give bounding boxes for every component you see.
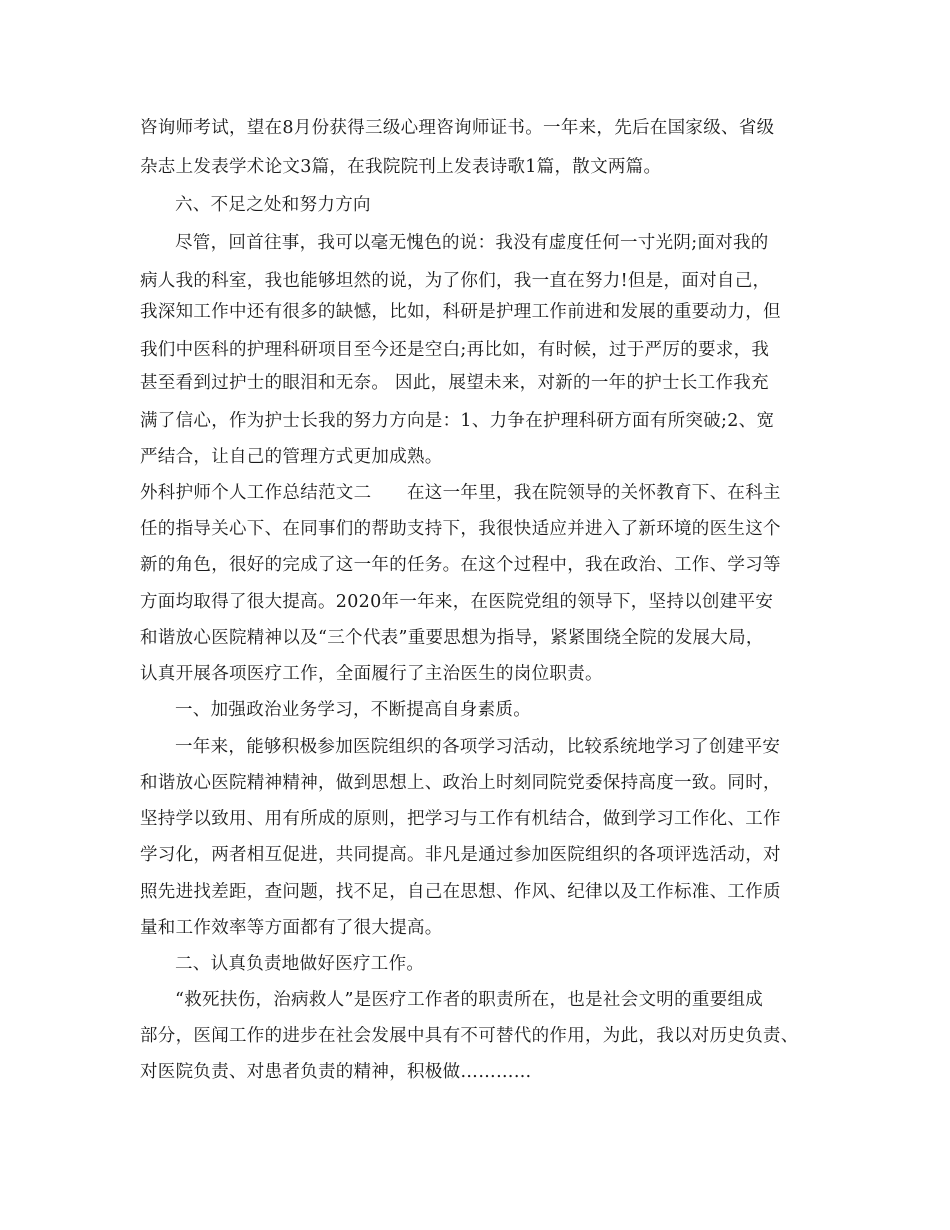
text-line: 甚至看到过护士的眼泪和无奈。 因此，展望未来，对新的一年的护士长工作我充 [140,373,769,393]
text-line: 我深知工作中还有很多的缺憾，比如，科研是护理工作前进和发展的重要动力，但 [140,302,781,322]
text-line: 坚持学以致用、用有所成的原则，把学习与工作有机结合，做到学习工作化、工作 [140,809,781,829]
text-line: 方面均取得了很大提高。2020年一年来，在医院党组的领导下，坚持以创建平安 [140,592,774,612]
text-line: 对医院负责、对患者负责的精神，积极做………… [140,1062,532,1082]
text-line: 尽管，回首往事，我可以毫无愧色的说：我没有虚度任何一寸光阴;面对我的 [175,233,769,253]
text-line: 和谐放心医院精神精神，做到思想上、政治上时刻同院党委保持高度一致。同时， [140,773,781,793]
section-heading: 二、认真负责地做好医疗工作。 [175,954,425,974]
text-line: 咨询师考试，望在8月份获得三级心理咨询师证书。一年来，先后在国家级、省级 [140,118,775,138]
text-line: 病人我的科室，我也能够坦然的说，为了你们，我一直在努力!但是，面对自己， [140,271,771,291]
text-line: 外科护师个人工作总结范文二 在这一年里，我在院领导的关怀教育下、在科主 [140,483,781,503]
text-line: 满了信心，作为护士长我的努力方向是：1、力争在护理科研方面有所突破;2、宽 [140,411,775,431]
section-heading: 六、不足之处和努力方向 [175,195,371,215]
text-line: 部分，医闻工作的进步在社会发展中具有不可替代的作用，为此，我以对历史负责、 [140,1026,799,1046]
text-line: “救死扶伤，治病救人”是医疗工作者的职责所在，也是社会文明的重要组成 [175,990,764,1010]
section-heading: 一、加强政治业务学习，不断提高自身素质。 [175,700,531,720]
text-line: 任的指导关心下、在同事们的帮助支持下，我很快适应并进入了新环境的医生这个 [140,519,781,539]
text-line: 杂志上发表学术论文3篇，在我院院刊上发表诗歌1篇，散文两篇。 [140,157,662,177]
text-line: 量和工作效率等方面都有了很大提高。 [140,918,443,938]
text-line: 和谐放心医院精神以及“三个代表”重要思想为指导，紧紧围绕全院的发展大局， [140,628,764,648]
text-line: 我们中医科的护理科研项目至今还是空白;再比如，有时候，过于严厉的要求，我 [140,340,770,360]
text-line: 新的角色，很好的完成了这一年的任务。在这个过程中，我在政治、工作、学习等 [140,555,781,575]
text-line: 一年来，能够积极参加医院组织的各项学习活动，比较系统地学习了创建平安 [175,737,781,757]
text-line: 严结合，让自己的管理方式更加成熟。 [140,447,443,467]
text-line: 学习化，两者相互促进，共同提高。非凡是通过参加医院组织的各项评选活动，对 [140,845,781,865]
text-line: 照先进找差距，查问题，找不足，自己在思想、作风、纪律以及工作标准、工作质 [140,882,781,902]
text-line: 认真开展各项医疗工作，全面履行了主治医生的岗位职责。 [140,664,603,684]
